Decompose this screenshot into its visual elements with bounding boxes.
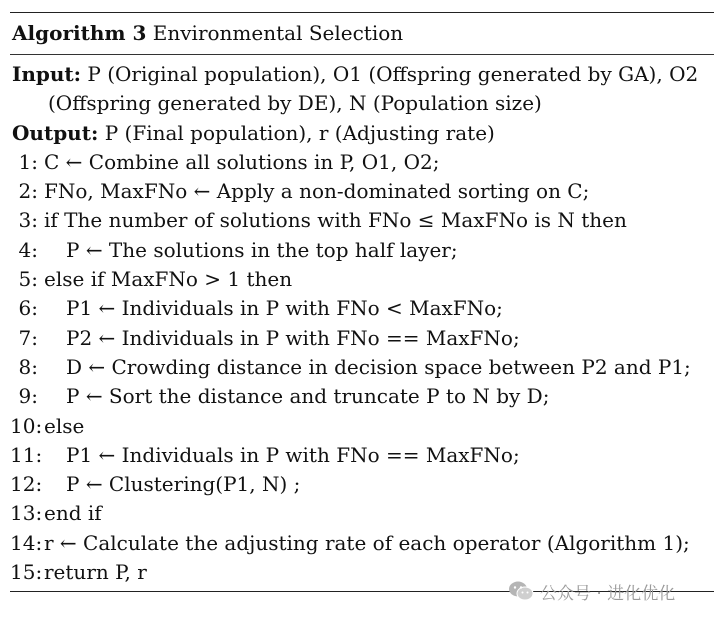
line-statement: P2 ← Individuals in P with FNo == MaxFNo;	[66, 325, 520, 350]
line-statement: P1 ← Individuals in P with FNo < MaxFNo;	[66, 296, 503, 321]
algorithm-line	[10, 441, 714, 470]
algorithm-line	[10, 206, 714, 235]
line-number: 12:	[10, 472, 43, 497]
line-statement: D ← Crowding distance in decision space between P2 and P1;	[66, 354, 691, 379]
algorithm-box	[10, 12, 714, 592]
line-statement: P1 ← Individuals in P with FNo == MaxFNo;	[66, 442, 520, 467]
algorithm-line	[10, 353, 714, 382]
input-line	[10, 60, 714, 89]
wechat-icon	[508, 580, 534, 602]
algorithm-line	[10, 529, 714, 558]
algorithm-title	[10, 13, 714, 54]
line-statement: C ← Combine all solutions in P, O1, O2;	[44, 149, 440, 174]
line-statement: else	[44, 413, 85, 438]
output-line	[10, 119, 714, 148]
line-statement: P ← The solutions in the top half layer;	[66, 237, 458, 262]
algorithm-line	[10, 470, 714, 499]
algorithm-line	[10, 382, 714, 411]
algorithm-line	[10, 499, 714, 528]
line-number: 8:	[18, 354, 38, 379]
algorithm-line	[10, 324, 714, 353]
algorithm-line	[10, 265, 714, 294]
line-number: 7:	[18, 325, 38, 350]
algorithm-line	[10, 177, 714, 206]
line-number: 10:	[10, 413, 43, 438]
line-statement: end if	[44, 501, 102, 526]
algorithm-body	[10, 55, 714, 587]
line-number: 2:	[18, 179, 38, 204]
line-statement: else if MaxFNo > 1 then	[44, 267, 293, 292]
line-number: 4:	[18, 237, 38, 262]
output-keyword: Output:	[12, 120, 99, 145]
watermark-text: 公众号 · 进化优化	[540, 583, 676, 604]
output-text: P (Final population), r (Adjusting rate)	[104, 120, 495, 145]
algorithm-label: Algorithm 3	[12, 21, 147, 45]
algorithm-line	[10, 148, 714, 177]
algorithm-line	[10, 236, 714, 265]
algorithm-line	[10, 412, 714, 441]
watermark	[508, 578, 675, 604]
line-statement: P ← Sort the distance and truncate P to N by D;	[66, 384, 550, 409]
line-number: 9:	[18, 384, 38, 409]
line-number: 14:	[10, 530, 43, 555]
input-text-1: P (Original population), O1 (Offspring generated by GA), O2	[87, 62, 699, 86]
line-statement: FNo, MaxFNo ← Apply a non-dominated sorting on C;	[44, 179, 590, 204]
line-statement: if The number of solutions with FNo ≤ MaxFNo is N then	[44, 208, 627, 233]
line-number: 1:	[18, 149, 38, 174]
line-statement: P ← Clustering(P1, N) ;	[66, 472, 301, 497]
line-number: 5:	[18, 267, 38, 292]
algorithm-name: Environmental Selection	[152, 21, 404, 45]
line-number: 11:	[10, 442, 43, 467]
line-statement: r ← Calculate the adjusting rate of each operator (Algorithm 1);	[44, 530, 690, 555]
line-number: 3:	[18, 208, 38, 233]
input-line-continued	[10, 89, 714, 118]
line-number: 15:	[10, 560, 43, 585]
input-keyword: Input:	[12, 62, 82, 86]
line-number: 13:	[10, 501, 43, 526]
input-text-2: (Offspring generated by DE), N (Population size)	[48, 91, 542, 116]
algorithm-line	[10, 294, 714, 323]
line-statement: return P, r	[44, 560, 147, 585]
line-number: 6:	[18, 296, 38, 321]
